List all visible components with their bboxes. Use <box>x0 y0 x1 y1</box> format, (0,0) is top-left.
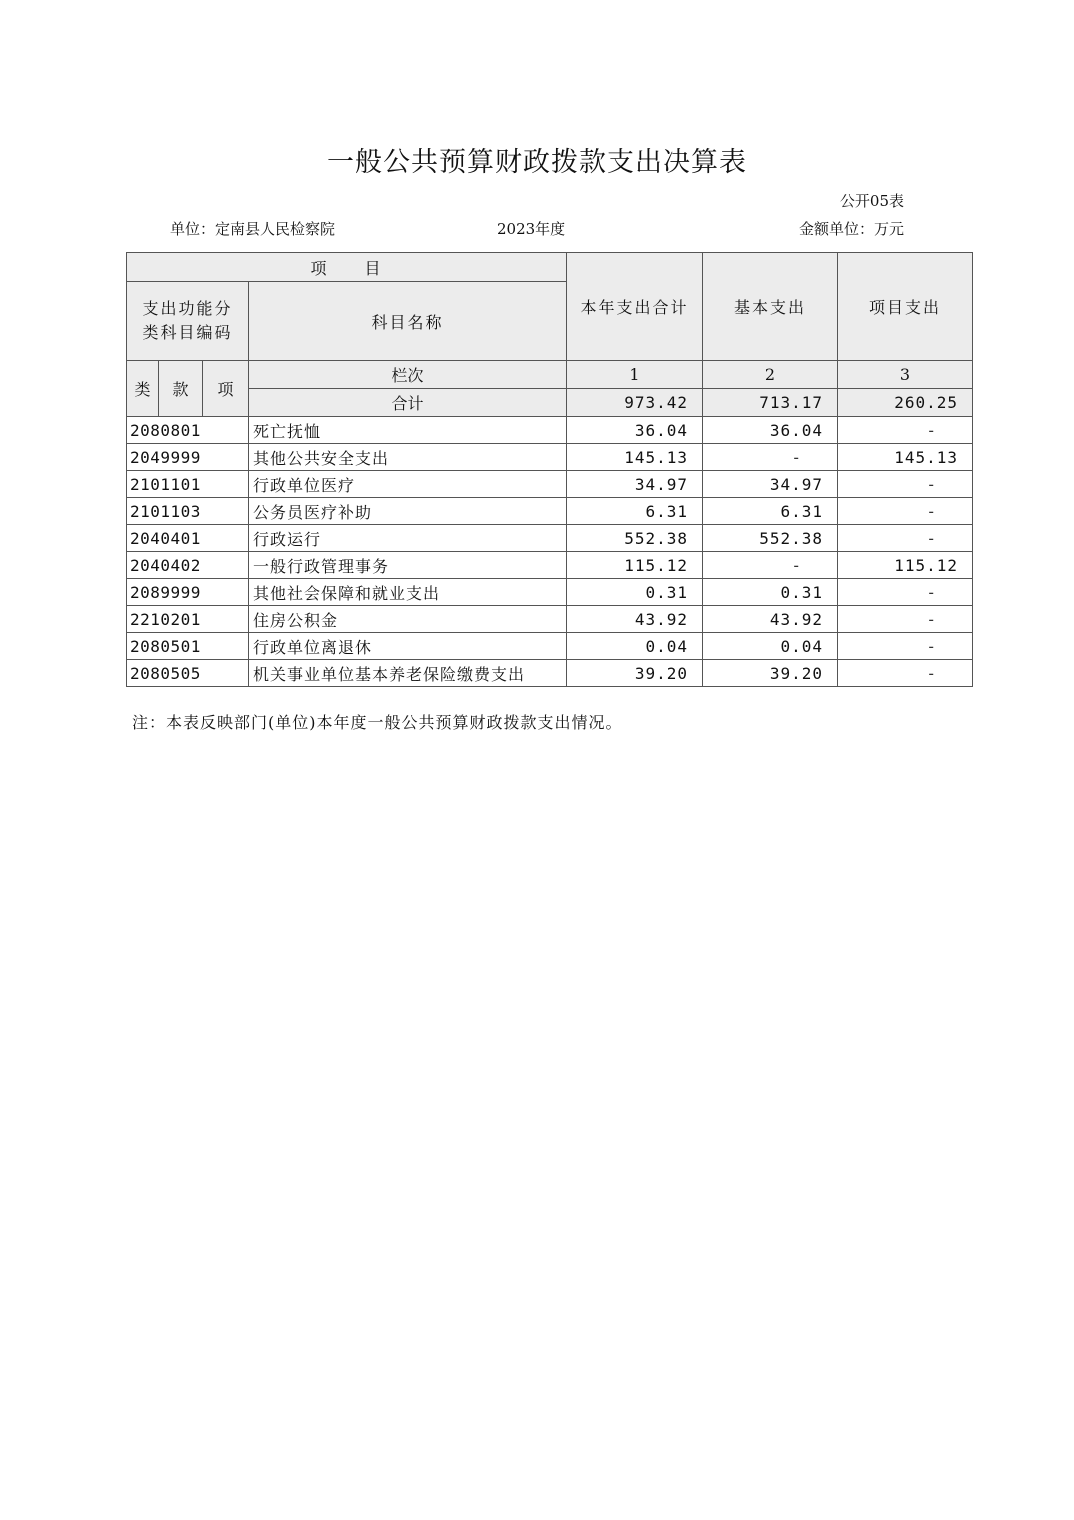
subject-name: 行政单位离退休 <box>249 633 567 660</box>
unit-label: 单位：定南县人民检察院 <box>170 220 336 238</box>
total-amount: 145.13 <box>567 444 703 471</box>
subject-code: 2210201 <box>127 606 249 633</box>
subject-name: 机关事业单位基本养老保险缴费支出 <box>249 660 567 687</box>
table-row <box>127 606 973 633</box>
expenditure-table <box>126 252 973 687</box>
subject-name: 死亡抚恤 <box>249 417 567 444</box>
table-row <box>127 444 973 471</box>
table-row <box>127 579 973 606</box>
subject-code: 2080505 <box>127 660 249 687</box>
project-amount: - <box>838 471 973 498</box>
table-row <box>127 552 973 579</box>
subject-name: 其他公共安全支出 <box>249 444 567 471</box>
project-amount: - <box>838 660 973 687</box>
page-title: 一般公共预算财政拨款支出决算表 <box>327 147 747 178</box>
project-amount: 115.12 <box>838 552 973 579</box>
table-row <box>127 525 973 552</box>
project-amount: - <box>838 579 973 606</box>
total-amount: 0.31 <box>567 579 703 606</box>
column-index-label: 栏次 <box>249 361 567 389</box>
subject-name: 公务员医疗补助 <box>249 498 567 525</box>
sum-basic: 713.17 <box>703 389 838 417</box>
subject-code: 2049999 <box>127 444 249 471</box>
basic-amount: 6.31 <box>703 498 838 525</box>
basic-amount: - <box>703 552 838 579</box>
subject-name: 住房公积金 <box>249 606 567 633</box>
column-index-2: 2 <box>703 361 838 389</box>
table-row <box>127 633 973 660</box>
subject-code: 2080801 <box>127 417 249 444</box>
total-amount: 0.04 <box>567 633 703 660</box>
table-row <box>127 417 973 444</box>
basic-amount: 0.04 <box>703 633 838 660</box>
subject-code: 2101103 <box>127 498 249 525</box>
project-amount: - <box>838 606 973 633</box>
basic-column-header: 基本支出 <box>703 253 838 361</box>
subject-name: 一般行政管理事务 <box>249 552 567 579</box>
subject-code: 2080501 <box>127 633 249 660</box>
sum-label: 合计 <box>249 389 567 417</box>
class-header: 类 <box>127 361 159 417</box>
project-amount: - <box>838 525 973 552</box>
project-amount: - <box>838 417 973 444</box>
total-amount: 115.12 <box>567 552 703 579</box>
subject-name-header: 科目名称 <box>249 282 567 361</box>
money-unit-label: 金额单位：万元 <box>798 220 904 238</box>
basic-amount: 552.38 <box>703 525 838 552</box>
subject-name: 其他社会保障和就业支出 <box>249 579 567 606</box>
year-label: 2023年度 <box>497 220 566 238</box>
basic-amount: 0.31 <box>703 579 838 606</box>
total-amount: 6.31 <box>567 498 703 525</box>
basic-amount: 36.04 <box>703 417 838 444</box>
subject-code: 2089999 <box>127 579 249 606</box>
project-column-header: 项目支出 <box>838 253 973 361</box>
table-row <box>127 498 973 525</box>
column-index-1: 1 <box>567 361 703 389</box>
subject-name: 行政运行 <box>249 525 567 552</box>
project-amount: - <box>838 633 973 660</box>
total-column-header: 本年支出合计 <box>567 253 703 361</box>
table-row <box>127 660 973 687</box>
subject-code: 2101101 <box>127 471 249 498</box>
column-index-3: 3 <box>838 361 973 389</box>
basic-amount: 43.92 <box>703 606 838 633</box>
subject-code: 2040401 <box>127 525 249 552</box>
section-header: 款 <box>159 361 203 417</box>
table-row <box>127 471 973 498</box>
total-amount: 552.38 <box>567 525 703 552</box>
total-amount: 34.97 <box>567 471 703 498</box>
basic-amount: 34.97 <box>703 471 838 498</box>
form-number: 公开05表 <box>839 192 904 210</box>
project-amount: - <box>838 498 973 525</box>
basic-amount: 39.20 <box>703 660 838 687</box>
footnote: 注：本表反映部门(单位)本年度一般公共预算财政拨款支出情况。 <box>132 713 623 732</box>
sum-total: 973.42 <box>567 389 703 417</box>
sum-project: 260.25 <box>838 389 973 417</box>
total-amount: 43.92 <box>567 606 703 633</box>
total-amount: 39.20 <box>567 660 703 687</box>
func-code-header: 支出功能分类科目编码 <box>127 282 249 361</box>
project-amount: 145.13 <box>838 444 973 471</box>
project-header: 项 目 <box>127 253 567 282</box>
subject-name: 行政单位医疗 <box>249 471 567 498</box>
subject-code: 2040402 <box>127 552 249 579</box>
total-amount: 36.04 <box>567 417 703 444</box>
item-header: 项 <box>203 361 249 417</box>
basic-amount: - <box>703 444 838 471</box>
